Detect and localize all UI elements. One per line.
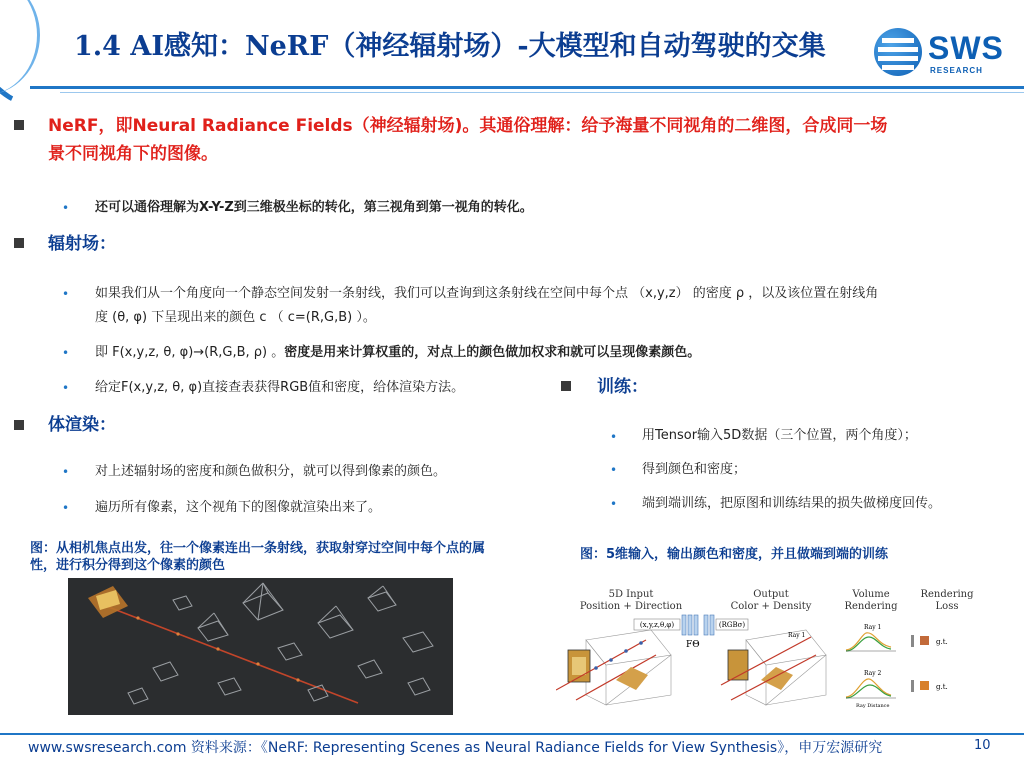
bullet-dot-icon: • bbox=[62, 346, 70, 360]
page-number: 10 bbox=[974, 738, 991, 753]
bullet-dot-icon: • bbox=[610, 430, 618, 444]
diagram-col4-title: Rendering Loss bbox=[920, 589, 974, 612]
intro-line-2: 景不同视角下的图像。 bbox=[48, 144, 218, 164]
intro-line-1: NeRF，即Neural Radiance Fields（神经辐射场)。其通俗理解：给予海量不同视角的二维图，合成同一场 bbox=[48, 116, 888, 136]
bullet-dot-icon: • bbox=[610, 463, 618, 477]
diagram-col2-title: Output Color + Density bbox=[730, 589, 812, 612]
logo-text: SWS bbox=[928, 30, 1004, 66]
bullet-dot-icon: • bbox=[62, 501, 70, 515]
training-heading: 训练： bbox=[597, 377, 648, 397]
radiance-bullet-1-line-2: 度 (θ, φ) 下呈现出来的颜色 c （ c=(R,G,B) ）。 bbox=[95, 310, 376, 325]
radiance-bullet-1 bbox=[95, 282, 1015, 330]
footer-divider bbox=[0, 733, 1024, 735]
volume-bullet-2: 遍历所有像素，这个视角下的图像就渲染出来了。 bbox=[95, 500, 382, 515]
radiance-bullet-3: 给定F(x,y,z, θ, φ)直接查表获得RGB值和密度，给体渲染方法。 bbox=[95, 380, 465, 395]
gt-label-2: g.t. bbox=[936, 683, 948, 691]
input-tuple-label: (x,y,z,θ,φ) bbox=[639, 621, 675, 629]
ray-casting-illustration bbox=[68, 578, 453, 715]
radiance-formula: 即 F(x,y,z, θ, φ)→(R,G,B, ρ) 。 bbox=[95, 345, 285, 360]
bullet-dot-icon: • bbox=[62, 465, 70, 479]
output-tuple-label: (RGBσ) bbox=[718, 621, 746, 629]
network-label: FΘ bbox=[686, 640, 700, 650]
bullet-square-icon bbox=[14, 120, 24, 130]
ray2-label: Ray 2 bbox=[864, 670, 882, 677]
pipeline-graphics bbox=[556, 585, 976, 710]
ray-distance-label: Ray Distance bbox=[856, 703, 890, 709]
training-bullet-2: 得到颜色和密度； bbox=[642, 462, 747, 477]
logo-subtext: RESEARCH bbox=[930, 66, 983, 75]
page-title: 1.4 AI感知：NeRF（神经辐射场）-大模型和自动驾驶的交集 bbox=[74, 31, 826, 62]
left-caption-line-1: 图：从相机焦点出发，往一个像素连出一条射线，获取射穿过空间中每个点的属 bbox=[30, 541, 486, 556]
ray1-label-a: Ray 1 bbox=[788, 632, 806, 639]
sws-logo-icon bbox=[874, 28, 922, 76]
diagram-col1-title: 5D Input Position + Direction bbox=[579, 589, 683, 612]
right-figure-caption: 图：5维输入，输出颜色和密度，并且做端到端的训练 bbox=[580, 547, 889, 562]
left-caption-line-2: 性，进行积分得到这个像素的颜色 bbox=[30, 558, 226, 573]
radiance-bullet-1-line-1: 如果我们从一个角度向一个静态空间发射一条射线，我们可以查询到这条射线在空间中每个点 （x,y,z） 的密度 ρ ，以及该位置在射线角 bbox=[95, 286, 879, 301]
bullet-dot-icon: • bbox=[62, 287, 70, 301]
footer-source: www.swsresearch.com 资料来源：《NeRF: Representing Scenes as Neural Radiance Fields for View Synthesis》，申万宏源研究 bbox=[28, 740, 883, 756]
ray1-label-b: Ray 1 bbox=[864, 624, 882, 631]
header-divider bbox=[30, 86, 1024, 89]
volume-heading: 体渲染： bbox=[48, 415, 116, 435]
bullet-square-icon bbox=[14, 238, 24, 248]
ray-casting-figure bbox=[68, 578, 453, 715]
intro-definition bbox=[48, 112, 1018, 168]
bullet-dot-icon: • bbox=[62, 201, 70, 215]
bullet-dot-icon: • bbox=[62, 381, 70, 395]
sws-logo bbox=[874, 28, 1004, 78]
left-figure-caption bbox=[30, 540, 560, 574]
volume-bullet-1: 对上述辐射场的密度和颜色做积分，就可以得到像素的颜色。 bbox=[95, 464, 447, 479]
radiance-bullet-2 bbox=[95, 341, 700, 365]
training-bullet-1: 用Tensor输入5D数据（三个位置，两个角度）； bbox=[642, 428, 917, 443]
radiance-heading: 辐射场： bbox=[48, 234, 116, 254]
nerf-pipeline-diagram bbox=[556, 585, 976, 710]
training-bullet-3: 端到端训练，把原图和训练结果的损失做梯度回传。 bbox=[642, 496, 942, 511]
gt-label-1: g.t. bbox=[936, 638, 948, 646]
intro-sub-bullet: 还可以通俗理解为X-Y-Z到三维极坐标的转化，第三视角到第一视角的转化。 bbox=[95, 200, 533, 215]
header-divider-light bbox=[60, 92, 1024, 93]
radiance-density-note: 密度是用来计算权重的，对点上的颜色做加权求和就可以呈现像素颜色。 bbox=[284, 345, 701, 360]
bullet-square-icon bbox=[561, 381, 571, 391]
bullet-square-icon bbox=[14, 420, 24, 430]
bullet-dot-icon: • bbox=[610, 497, 618, 511]
diagram-col3-title: Volume Rendering bbox=[844, 589, 898, 612]
